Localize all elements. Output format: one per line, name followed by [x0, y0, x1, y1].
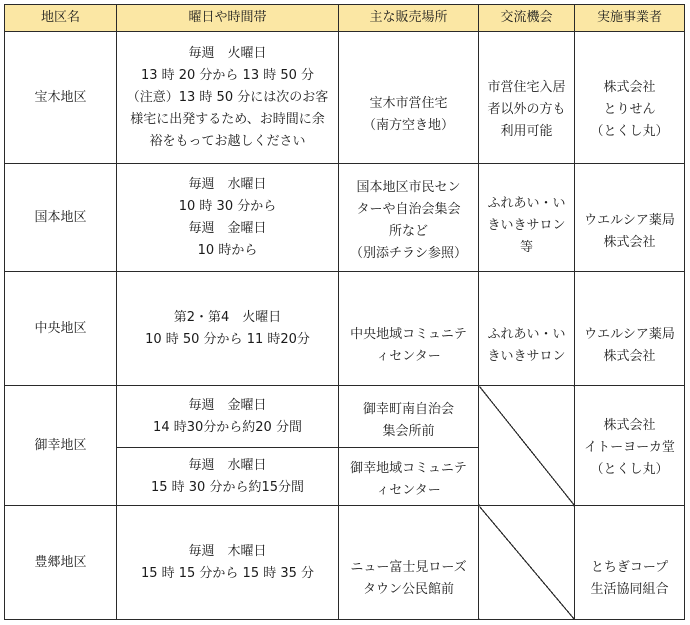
- schedule-cell: 第2・第4 火曜日 10 時 50 分から 11 時20分: [117, 272, 339, 386]
- schedule-cell: 毎週 木曜日 15 時 15 分から 15 時 35 分: [117, 506, 339, 620]
- district-cell: 中央地区: [5, 272, 117, 386]
- operator-cell: ウエルシア薬局 株式会社: [575, 164, 685, 272]
- district-cell: 宝木地区: [5, 32, 117, 164]
- table-row-chuo: [5, 272, 685, 386]
- operator-cell: ウエルシア薬局 株式会社: [575, 272, 685, 386]
- schedule-cell: 毎週 水曜日 10 時 30 分から 毎週 金曜日 10 時から: [117, 164, 339, 272]
- schedule-cell: 毎週 金曜日 14 時30分から約20 分間: [117, 386, 339, 448]
- district-cell: 豊郷地区: [5, 506, 117, 620]
- mobile-sales-schedule-table: [4, 4, 685, 620]
- exchange-cell: ふれあい・い きいきサロン 等: [479, 164, 575, 272]
- venue-cell: ニュー富士見ローズ タウン公民館前: [339, 506, 479, 620]
- exchange-cell: 市営住宅入居 者以外の方も 利用可能: [479, 32, 575, 164]
- exchange-cell-empty: [479, 506, 575, 620]
- header-exchange: 交流機会: [479, 5, 575, 32]
- operator-cell: 株式会社 とりせん （とくし丸）: [575, 32, 685, 164]
- table-row-miyuki-a: [5, 386, 685, 448]
- venue-cell: 国本地区市民セン ターや自治会集会 所など （別添チラシ参照）: [339, 164, 479, 272]
- schedule-cell: 毎週 火曜日 13 時 20 分から 13 時 50 分 （注意）13 時 50 分には次のお客 様宅に出発するため、お時間に余 裕をもってお越しください: [117, 32, 339, 164]
- district-cell: 御幸地区: [5, 386, 117, 506]
- table-row-kunimoto: [5, 164, 685, 272]
- header-district: 地区名: [5, 5, 117, 32]
- district-cell: 国本地区: [5, 164, 117, 272]
- venue-cell: 御幸地域コミュニテ ィセンター: [339, 448, 479, 506]
- schedule-cell: 毎週 水曜日 15 時 30 分から約15分間: [117, 448, 339, 506]
- header-row: [5, 5, 685, 32]
- operator-cell: とちぎコープ 生活協同組合: [575, 506, 685, 620]
- venue-cell: 中央地域コミュニテ ィセンター: [339, 272, 479, 386]
- table-row-toyosato: [5, 506, 685, 620]
- operator-cell: 株式会社 イトーヨーカ堂 （とくし丸）: [575, 386, 685, 506]
- header-schedule: 曜日や時間帯: [117, 5, 339, 32]
- venue-cell: 御幸町南自治会 集会所前: [339, 386, 479, 448]
- exchange-cell: ふれあい・い きいきサロン: [479, 272, 575, 386]
- venue-cell: 宝木市営住宅 （南方空き地）: [339, 32, 479, 164]
- header-venue: 主な販売場所: [339, 5, 479, 32]
- exchange-cell-empty: [479, 386, 575, 506]
- table-row-takaragi: [5, 32, 685, 164]
- header-operator: 実施事業者: [575, 5, 685, 32]
